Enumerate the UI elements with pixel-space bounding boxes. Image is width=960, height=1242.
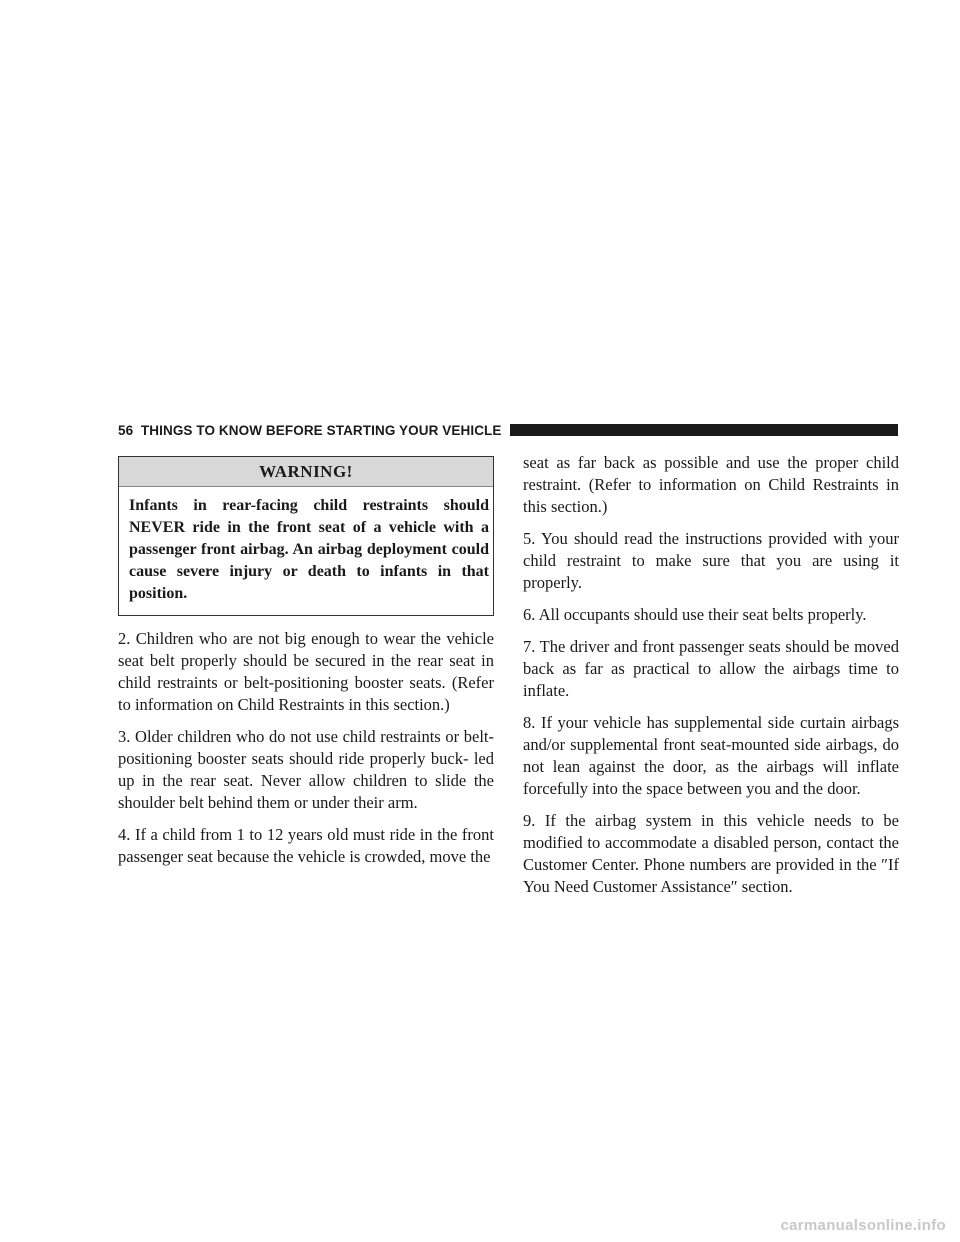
paragraph-3: 3. Older children who do not use child restraints or belt-positioning booster seats should ride properly buck- led up in the rear seat. Never allow children to slide the shoulder belt behind them or under their arm. <box>118 727 494 812</box>
right-column <box>523 452 899 908</box>
paragraph-6: 6. All occupants should use their seat belts properly. <box>523 605 867 624</box>
paragraph-5: 5. You should read the instructions provided with your child restraint to make sure that you are using it properly. <box>523 529 899 592</box>
paragraph-7: 7. The driver and front passenger seats should be moved back as far as practical to allow the airbags time to inflate. <box>523 637 899 700</box>
paragraph-4-continued: seat as far back as possible and use the proper child restraint. (Refer to information on Child Restraints in this section.) <box>523 453 899 516</box>
page-header-text <box>118 423 502 438</box>
page-number: 56 <box>118 422 134 438</box>
left-column <box>118 456 494 878</box>
warning-box <box>118 456 494 616</box>
paragraph-4: 4. If a child from 1 to 12 years old must ride in the front passenger seat because the vehicle is crowded, move the <box>118 825 494 866</box>
section-title: THINGS TO KNOW BEFORE STARTING YOUR VEHICLE <box>140 422 502 438</box>
watermark-text: carmanualsonline.info <box>780 1217 946 1234</box>
warning-body: Infants in rear-facing child restraints should NEVER ride in the front seat of a vehicle with a passenger front airbag. An airbag deployment could cause severe injury or death to infants in that position. <box>129 497 489 602</box>
header-rule-bar <box>510 424 899 436</box>
paragraph-8: 8. If your vehicle has supplemental side curtain airbags and/or supplemental front seat-mounted side airbags, do not lean against the door, as the airbags will inflate forcefully into the space between you and the door. <box>523 713 899 798</box>
paragraph-2: 2. Children who are not big enough to wear the vehicle seat belt properly should be secured in the rear seat in child restraints or belt-positioning booster seats. (Refer to information on Child Restraints in this section.) <box>118 629 494 714</box>
warning-title: WARNING! <box>119 457 493 487</box>
paragraph-9: 9. If the airbag system in this vehicle needs to be modified to accommodate a disabled person, contact the Customer Center. Phone numbers are provided in the ″If You Need Customer Assistance″ section. <box>523 811 899 896</box>
page-header <box>118 420 898 440</box>
